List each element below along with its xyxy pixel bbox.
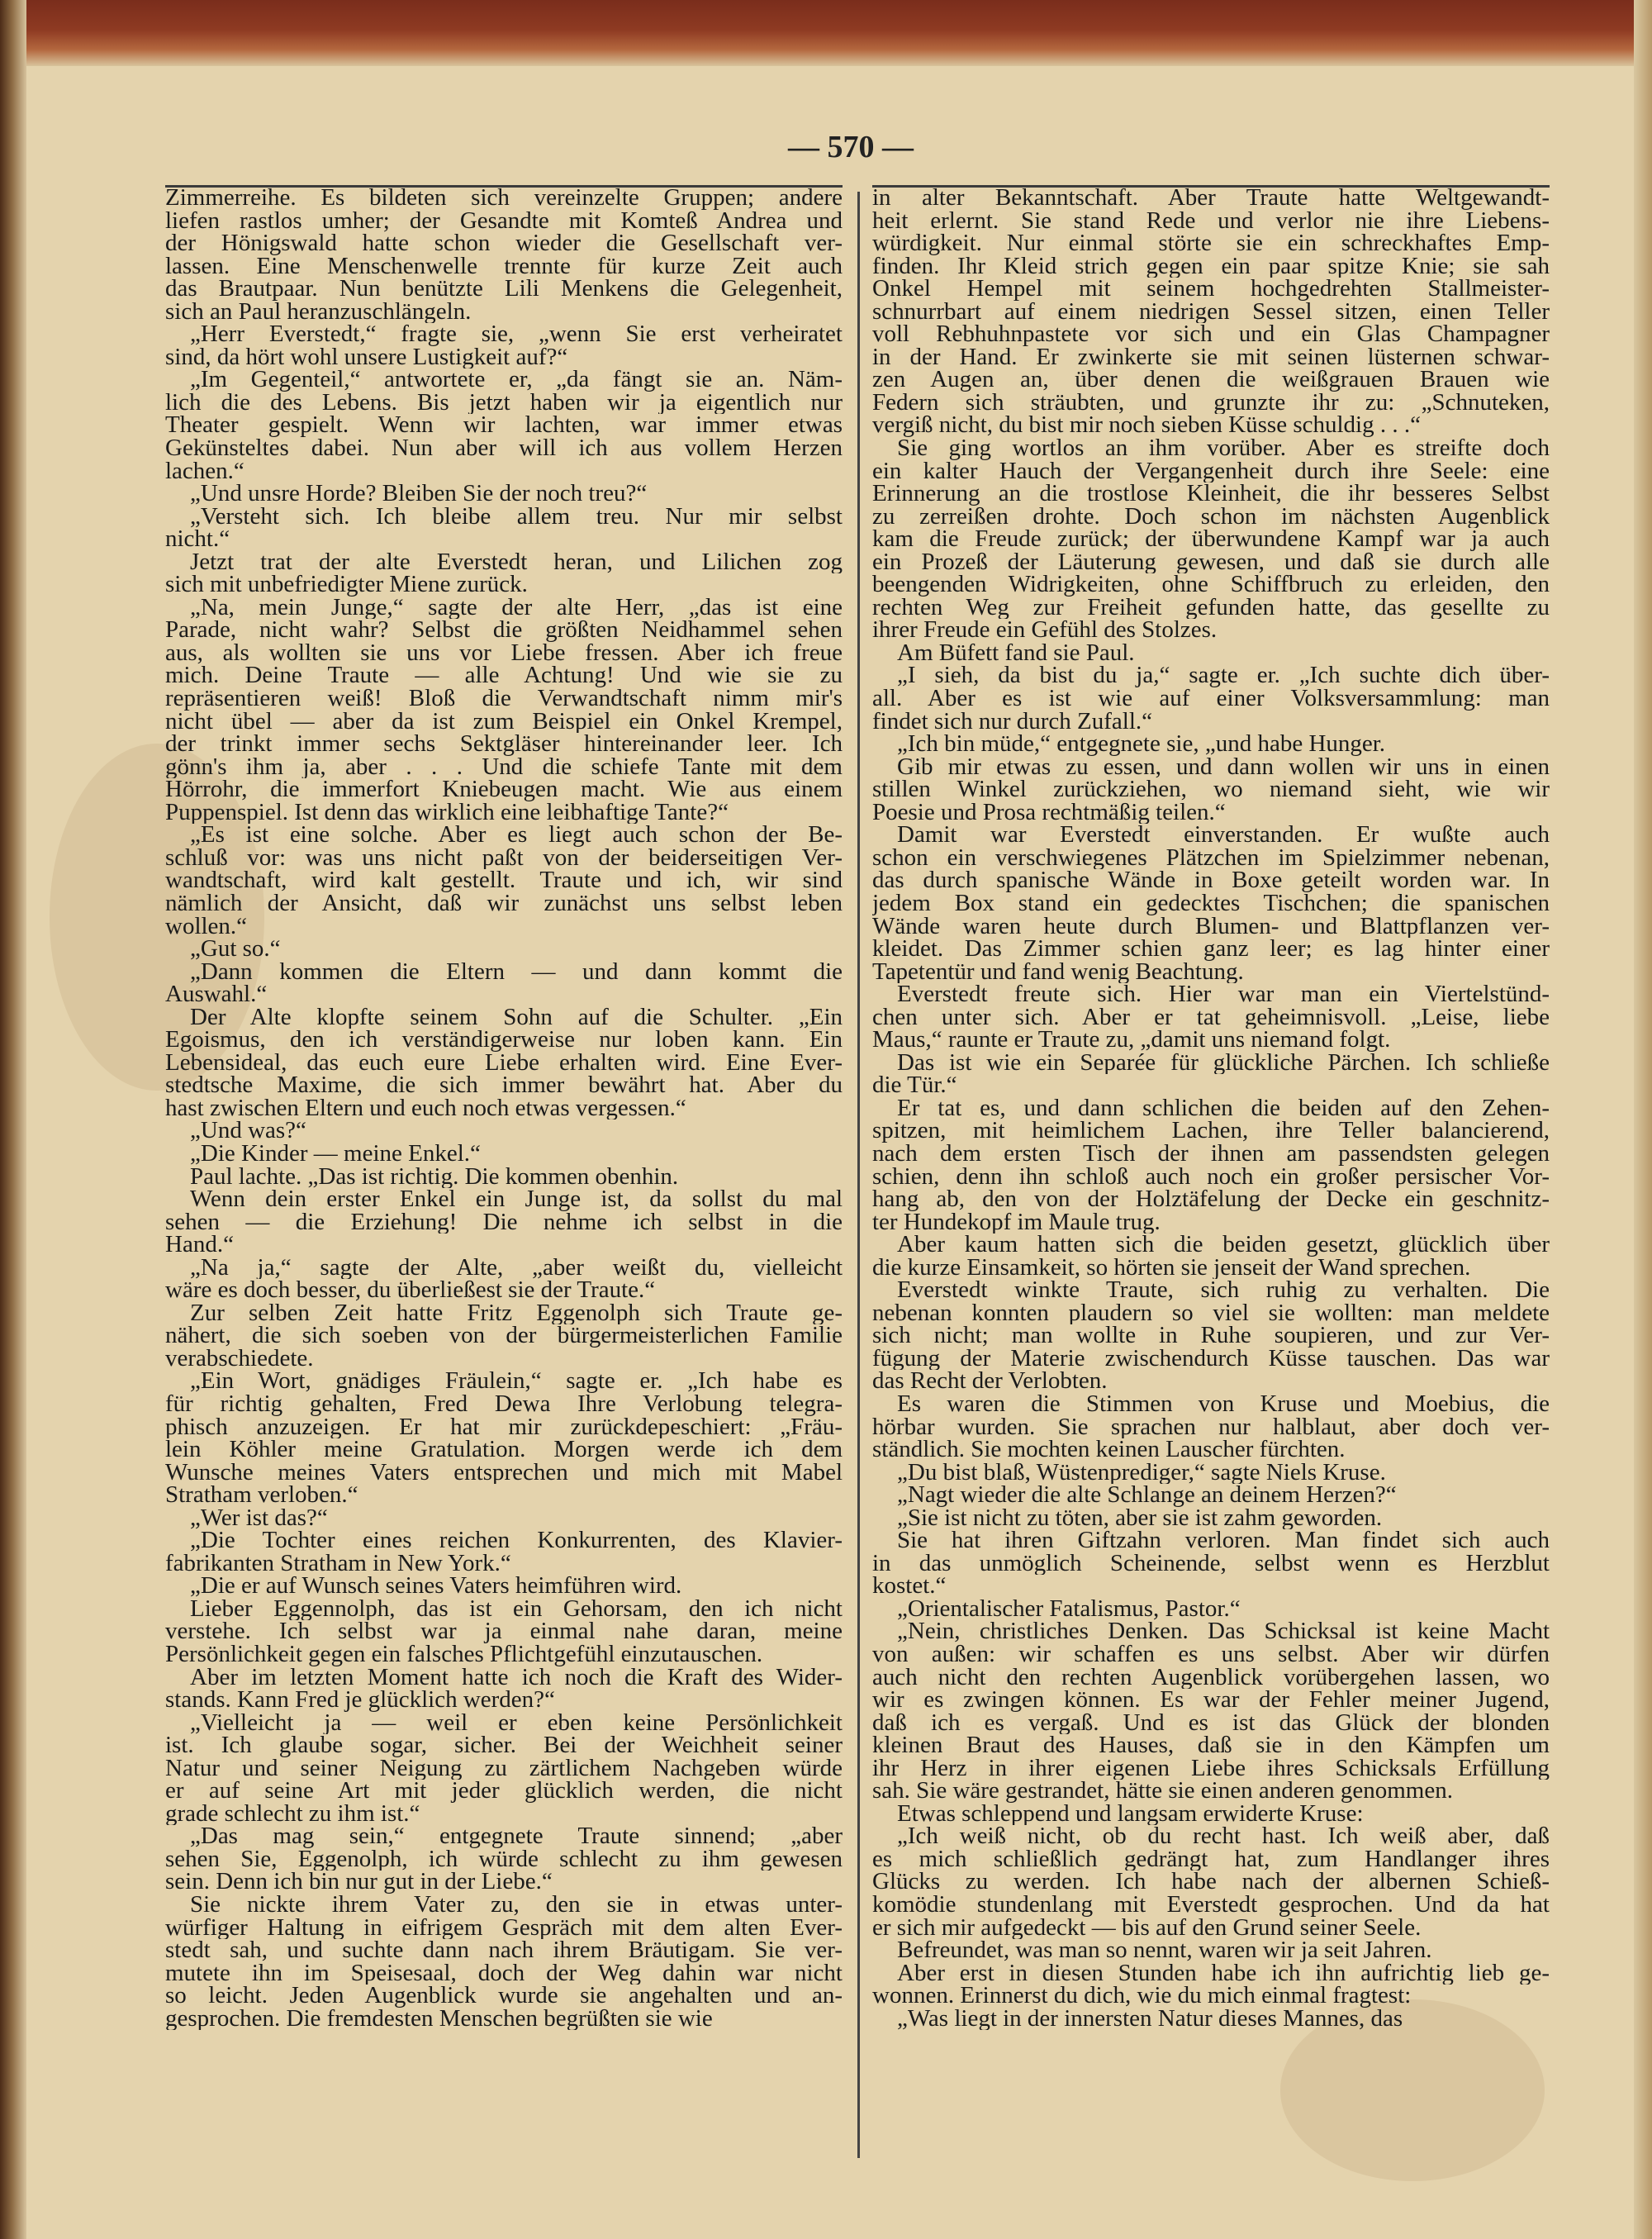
text-line: Tapetentür und fand wenig Beachtung. [872, 960, 1244, 984]
text-line: Damit war Everstedt einverstanden. Er wußte auch [897, 824, 1550, 847]
text-line: Paul lachte. „Das ist richtig. Die kommen obenhin. [190, 1165, 679, 1189]
text-line: die Tür.“ [872, 1074, 957, 1097]
text-line: phisch anzuzeigen. Er hat mir zurückdepeschiert: „Fräu- [165, 1415, 843, 1439]
text-line: ihr Herz in ihrer eigenen Liebe ihres Schicksals Erfüllung [872, 1756, 1550, 1780]
page-right-edge [1634, 0, 1652, 2239]
text-line: „Herr Everstedt,“ fragte sie, „wenn Sie erst verheiratet [190, 323, 843, 346]
text-line: sich mit unbefriedigter Miene zurück. [165, 573, 528, 597]
text-line: Am Büfett fand sie Paul. [897, 641, 1135, 665]
text-line: gönn's ihm ja, aber . . . Und die schiefe Tante mit dem [165, 755, 843, 779]
text-line: „Das mag sein,“ entgegnete Traute sinnend; „aber [190, 1825, 843, 1848]
text-line: liefen rastlos umher; der Gesandte mit Komteß Andrea und [165, 209, 843, 233]
text-line: das Brautpaar. Nun benützte Lili Menkens die Gelegenheit, [165, 278, 843, 301]
text-line: heit erlernt. Sie stand Rede und verlor nie ihre Liebens- [872, 209, 1550, 233]
text-line: Das ist wie ein Separée für glückliche Pärchen. Ich schließe [897, 1051, 1550, 1075]
text-line: in das unmöglich Scheinende, selbst wenn es Herzblut [872, 1552, 1550, 1576]
text-line: „Ein Wort, gnädiges Fräulein,“ sagte er. „Ich habe es [190, 1370, 843, 1393]
text-line: Gib mir etwas zu essen, und dann wollen wir uns in einen [897, 755, 1550, 779]
text-line: nicht.“ [165, 528, 230, 551]
text-line: lachen.“ [165, 459, 244, 483]
text-line: kam die Freude zurück; der überwundene Kampf war ja auch [872, 528, 1550, 551]
text-line: „I sieh, da bist du ja,“ sagte er. „Ich suchte dich über- [897, 664, 1550, 688]
text-line: voll Rebhuhnpastete vor sich und ein Glas Champagner [872, 323, 1550, 346]
text-line: stedtsche Maxime, die sich immer bewährt hat. Aber du [165, 1074, 843, 1097]
left-text-column [165, 187, 843, 2030]
text-line: nämlich der Ansicht, daß wir zunächst uns selbst leben [165, 891, 843, 915]
text-line: Lebensideal, das euch eure Liebe erhalten wird. Eine Ever- [165, 1051, 843, 1075]
text-line: „Na, mein Junge,“ sagte der alte Herr, „das ist eine [190, 596, 843, 620]
text-line: „Die Tochter eines reichen Konkurrenten, des Klavier- [190, 1529, 843, 1552]
text-line: Federn sich sträubten, und grunzte ihr zu: „Schnuteken, [872, 391, 1550, 415]
text-line: nähert, die sich soeben von der bürgermeisterlichen Familie [165, 1324, 843, 1348]
book-binding [0, 0, 26, 2239]
text-line: wäre es doch besser, du überließest sie der Traute.“ [165, 1279, 656, 1302]
text-line: stedt sah, und suchte dann nach ihrem Bräutigam. Sie ver- [165, 1939, 843, 1962]
column-divider [857, 192, 860, 2158]
text-line: beengenden Widrigkeiten, ohne Schiffbruch zu erleiden, den [872, 573, 1550, 597]
text-line: sehen Sie, Eggenolph, ich würde schlecht zu ihm gewesen [165, 1847, 843, 1871]
text-line: Theater gespielt. Wenn wir lachten, war immer etwas [165, 414, 843, 438]
text-line: findet sich nur durch Zufall.“ [872, 710, 1153, 734]
text-line: nebenan konnten plaudern so viel sie wollten: man meldete [872, 1301, 1550, 1325]
text-line: Puppenspiel. Ist denn das wirklich eine leibhaftige Tante?“ [165, 801, 729, 825]
text-line: Gekünsteltes dabei. Nun aber will ich aus vollem Herzen [165, 437, 843, 460]
text-line: nach dem ersten Tisch der ihnen am passendsten gelegen [872, 1142, 1550, 1166]
text-line: mutete ihn im Speisesaal, doch der Weg dahin war nicht [165, 1961, 843, 1985]
text-line: daß ich es vergaß. Und es ist das Glück der blonden [872, 1711, 1550, 1735]
text-line: nicht übel — aber da ist zum Beispiel ein Onkel Krempel, [165, 710, 843, 734]
text-line: lein Köhler meine Gratulation. Morgen werde ich dem [165, 1438, 843, 1462]
text-line: kleidet. Das Zimmer schien ganz leer; es lag hinter einer [872, 938, 1550, 961]
text-line: vergiß nicht, du bist mir noch sieben Küsse schuldig . . .“ [872, 414, 1421, 438]
text-line: „Nagt wieder die alte Schlange an deinem Herzen?“ [897, 1484, 1397, 1507]
text-line: chen unter sich. Aber er tat geheimnisvoll. „Leise, liebe [872, 1005, 1550, 1029]
text-line: Er tat es, und dann schlichen die beiden auf den Zehen- [897, 1096, 1550, 1120]
text-line: „Und was?“ [190, 1120, 306, 1143]
text-line: fügung der Materie zwischendurch Küsse tauschen. Das war [872, 1347, 1550, 1371]
text-line: sah. Sie wäre gestrandet, hätte sie einen anderen genommen. [872, 1780, 1453, 1803]
text-line: lassen. Eine Menschenwelle trennte für kurze Zeit auch [165, 254, 843, 278]
text-line: repräsentieren weiß! Bloß die Verwandtschaft nimm mir's [165, 687, 843, 711]
text-line: für richtig gehalten, Fred Dewa Ihre Verlobung telegra- [165, 1392, 843, 1416]
text-line: von außen: wir schaffen es uns selbst. Aber wir dürfen [872, 1643, 1550, 1666]
text-line: zen Augen an, über denen die weißgrauen Brauen wie [872, 368, 1550, 392]
text-line: Natur und seiner Neigung zu zärtlichem Nachgeben würde [165, 1756, 843, 1780]
text-line: Poesie und Prosa rechtmäßig teilen.“ [872, 801, 1226, 825]
text-line: Everstedt freute sich. Hier war man ein Viertelstünd- [897, 983, 1550, 1006]
text-line: Egoismus, den ich verständigerweise nur loben kann. Ein [165, 1029, 843, 1052]
text-line: Es waren die Stimmen von Kruse und Moebius, die [897, 1392, 1550, 1416]
text-line: „Na ja,“ sagte der Alte, „aber weißt du, vielleicht [190, 1256, 843, 1280]
text-line: Aber kaum hatten sich die beiden gesetzt, glücklich über [897, 1234, 1550, 1257]
text-line: Jetzt trat der alte Everstedt heran, und Lilichen zog [190, 550, 843, 574]
text-line: Hand.“ [165, 1234, 234, 1257]
text-line: Sie nickte ihrem Vater zu, den sie in etwas unter- [190, 1894, 843, 1917]
text-line: sind, da hört wohl unsere Lustigkeit auf?“ [165, 345, 568, 369]
text-line: wandtschaft, wird kalt gestellt. Traute und ich, wir sind [165, 869, 843, 892]
page-top-edge [0, 0, 1652, 66]
text-line: Wunsche meines Vaters entsprechen und mich mit Mabel [165, 1461, 843, 1485]
text-line: ein Prozeß der Läuterung gewesen, und daß sie durch alle [872, 550, 1550, 574]
text-line: wir es zwingen können. Es war der Fehler meiner Jugend, [872, 1689, 1550, 1712]
text-line: „Die Kinder — meine Enkel.“ [190, 1142, 481, 1166]
text-line: Stratham verloben.“ [165, 1484, 358, 1507]
text-line: Parade, nicht wahr? Selbst die größten Neidhammel sehen [165, 619, 843, 642]
text-line: ein kalter Hauch der Vergangenheit durch ihre Seele: eine [872, 459, 1550, 483]
text-line: auch nicht den rechten Augenblick vorübergehen lassen, wo [872, 1666, 1550, 1690]
text-line: „Dann kommen die Eltern — und dann kommt die [190, 960, 843, 984]
text-line: Etwas schleppend und langsam erwiderte Kruse: [897, 1802, 1364, 1826]
text-line: sein. Denn ich bin nur gut in der Liebe.“ [165, 1871, 553, 1894]
text-line: gesprochen. Die fremdesten Menschen begrüßten sie wie [165, 2007, 713, 2031]
text-line: hörbar wurden. Sie sprachen nur halblaut, aber doch ver- [872, 1415, 1550, 1439]
text-line: der trinkt immer sechs Sektgläser hintereinander leer. Ich [165, 733, 843, 756]
text-line: würdigkeit. Nur einmal störte sie ein schreckhaftes Emp- [872, 232, 1550, 255]
text-line: wollen.“ [165, 915, 248, 939]
text-line: spitzen, mit heimlichem Lachen, ihre Teller balancierend, [872, 1120, 1550, 1143]
text-line: grade schlecht zu ihm ist.“ [165, 1802, 420, 1826]
text-line: die kurze Einsamkeit, so hörten sie jenseit der Wand sprechen. [872, 1256, 1471, 1280]
text-line: mich. Deine Traute — alle Achtung! Und wie sie zu [165, 664, 843, 688]
text-line: ist. Ich glaube sogar, sicher. Bei der Weichheit seiner [165, 1734, 843, 1757]
text-line: in alter Bekanntschaft. Aber Traute hatte Weltgewandt- [872, 187, 1550, 210]
text-line: „Was liegt in der innersten Natur dieses Mannes, das [897, 2007, 1403, 2031]
text-line: würfiger Haltung in eifrigem Gespräch mit dem alten Ever- [165, 1916, 843, 1940]
text-line: ihrer Freude ein Gefühl des Stolzes. [872, 619, 1218, 642]
text-line: rechten Weg zur Freiheit gefunden hatte, das gesellte zu [872, 596, 1550, 620]
text-line: zu zerreißen drohte. Doch schon im nächsten Augenblick [872, 505, 1550, 529]
text-line: wonnen. Erinnerst du dich, wie du mich einmal fragtest: [872, 1985, 1412, 2008]
text-line: sich an Paul heranzuschlängeln. [165, 300, 472, 324]
text-line: sich nicht; man wollte in Ruhe soupieren, und zur Ver- [872, 1324, 1550, 1348]
text-line: Auswahl.“ [165, 983, 268, 1006]
text-line: Zur selben Zeit hatte Fritz Eggenolph sich Traute ge- [190, 1301, 843, 1325]
text-line: Wenn dein erster Enkel ein Junge ist, da sollst du mal [190, 1188, 843, 1211]
text-line: lich die des Lebens. Bis jetzt haben wir ja eigentlich nur [165, 391, 843, 415]
text-line: komödie stundenlang mit Everstedt gesprochen. Und da hat [872, 1894, 1550, 1917]
text-line: „Gut so.“ [190, 938, 281, 961]
text-line: Der Alte klopfte seinem Sohn auf die Schulter. „Ein [190, 1005, 843, 1029]
text-line: schon ein verschwiegenes Plätzchen im Spielzimmer nebenan, [872, 846, 1550, 870]
text-line: „Vielleicht ja — weil er eben keine Persönlichkeit [190, 1711, 843, 1735]
text-line: „Du bist blaß, Wüstenprediger,“ sagte Niels Kruse. [897, 1461, 1386, 1485]
text-line: Lieber Eggennolph, das ist ein Gehorsam, den ich nicht [190, 1597, 843, 1621]
text-line: Sie ging wortlos an ihm vorüber. Aber es streifte doch [897, 437, 1550, 460]
text-line: schien, denn ihn schloß auch noch ein großer persischer Vor- [872, 1165, 1550, 1189]
page-number: — 570 — [788, 130, 914, 164]
text-line: Zimmerreihe. Es bildeten sich vereinzelte Gruppen; andere [165, 187, 843, 210]
text-line: „Ich weiß nicht, ob du recht hast. Ich weiß aber, daß [897, 1825, 1550, 1848]
text-line: sehen — die Erziehung! Die nehme ich selbst in die [165, 1210, 843, 1234]
text-line: „Es ist eine solche. Aber es liegt auch schon der Be- [190, 824, 843, 847]
text-line: „Sie ist nicht zu töten, aber sie ist zahm geworden. [897, 1506, 1383, 1530]
text-line: das Recht der Verlobten. [872, 1370, 1108, 1393]
text-line: das durch spanische Wände in Boxe geteilt worden war. In [872, 869, 1550, 892]
text-line: Aber im letzten Moment hatte ich noch die Kraft des Wider- [190, 1666, 843, 1690]
text-line: Erinnerung an die trostlose Kleinheit, die ihr besseres Selbst [872, 483, 1550, 506]
text-line: schluß vor: was uns nicht paßt von der beiderseitigen Ver- [165, 846, 843, 870]
text-line: es mich schließlich gedrängt hat, zum Handlanger ihres [872, 1847, 1550, 1871]
text-line: er auf seine Art mit jeder glücklich werden, die nicht [165, 1780, 843, 1803]
text-line: „Die er auf Wunsch seines Vaters heimführen wird. [190, 1575, 682, 1598]
text-line: hang ab, den von der Holztäfelung der Decke ein geschnitz- [872, 1188, 1550, 1211]
text-line: in der Hand. Er zwinkerte sie mit seinen lüsternen schwar- [872, 345, 1550, 369]
text-line: so leicht. Jeden Augenblick wurde sie angehalten und an- [165, 1985, 843, 2008]
text-line: Hörrohr, die immerfort Kniebeugen macht. Wie aus einem [165, 778, 843, 801]
text-line: kostet.“ [872, 1575, 947, 1598]
text-line: stillen Winkel zurückziehen, wo niemand sieht, wie wir [872, 778, 1550, 801]
text-line: kleinen Braut des Hauses, daß sie in den Kämpfen um [872, 1734, 1550, 1757]
text-line: verabschiedete. [165, 1347, 314, 1371]
text-line: stands. Kann Fred je glücklich werden?“ [165, 1689, 555, 1712]
text-line: „Nein, christliches Denken. Das Schicksal ist keine Macht [897, 1620, 1550, 1643]
text-line: „Orientalischer Fatalismus, Pastor.“ [897, 1597, 1241, 1621]
text-line: finden. Ihr Kleid strich gegen ein paar spitze Knie; sie sah [872, 254, 1550, 278]
text-line: Sie hat ihren Giftzahn verloren. Man findet sich auch [897, 1529, 1550, 1552]
text-line: Maus,“ raunte er Traute zu, „damit uns niemand folgt. [872, 1029, 1391, 1052]
text-line: all. Aber es ist wie auf einer Volksversammlung: man [872, 687, 1550, 711]
text-line: „Ich bin müde,“ entgegnete sie, „und habe Hunger. [897, 733, 1386, 756]
right-text-column [872, 187, 1550, 2030]
text-line: Befreundet, was man so nennt, waren wir ja seit Jahren. [897, 1939, 1432, 1962]
text-line: Aber erst in diesen Stunden habe ich ihn aufrichtig lieb ge- [897, 1961, 1550, 1985]
text-line: fabrikanten Stratham in New York.“ [165, 1552, 511, 1576]
text-line: „Versteht sich. Ich bleibe allem treu. Nur mir selbst [190, 505, 843, 529]
text-line: Wände waren heute durch Blumen- und Blattpflanzen ver- [872, 915, 1550, 939]
text-line: Glücks zu werden. Ich habe nach der albernen Schieß- [872, 1871, 1550, 1894]
text-line: verstehe. Ich selbst war ja einmal nahe daran, meine [165, 1620, 843, 1643]
text-line: Everstedt winkte Traute, sich ruhig zu verhalten. Die [897, 1279, 1550, 1302]
text-line: aus, als wollten sie uns vor Liebe fressen. Aber ich freue [165, 641, 843, 665]
text-line: „Und unsre Horde? Bleiben Sie der noch treu?“ [190, 483, 648, 506]
text-line: ständlich. Sie mochten keinen Lauscher fürchten. [872, 1438, 1346, 1462]
text-line: schnurrbart auf einem niedrigen Sessel sitzen, einen Teller [872, 300, 1550, 324]
text-line: „Wer ist das?“ [190, 1506, 328, 1530]
text-line: Onkel Hempel mit seinem hochgedrehten Stallmeister- [872, 278, 1550, 301]
text-line: er sich mir aufgedeckt — bis auf den Grund seiner Seele. [872, 1916, 1422, 1940]
text-line: ter Hundekopf im Maule trug. [872, 1210, 1161, 1234]
text-line: hast zwischen Eltern und euch noch etwas vergessen.“ [165, 1096, 686, 1120]
text-line: der Hönigswald hatte schon wieder die Gesellschaft ver- [165, 232, 843, 255]
text-line: Persönlichkeit gegen ein falsches Pflichtgefühl einzutauschen. [165, 1643, 763, 1666]
text-line: jedem Box stand ein gedecktes Tischchen; die spanischen [872, 891, 1550, 915]
text-line: „Im Gegenteil,“ antwortete er, „da fängt sie an. Näm- [190, 368, 843, 392]
